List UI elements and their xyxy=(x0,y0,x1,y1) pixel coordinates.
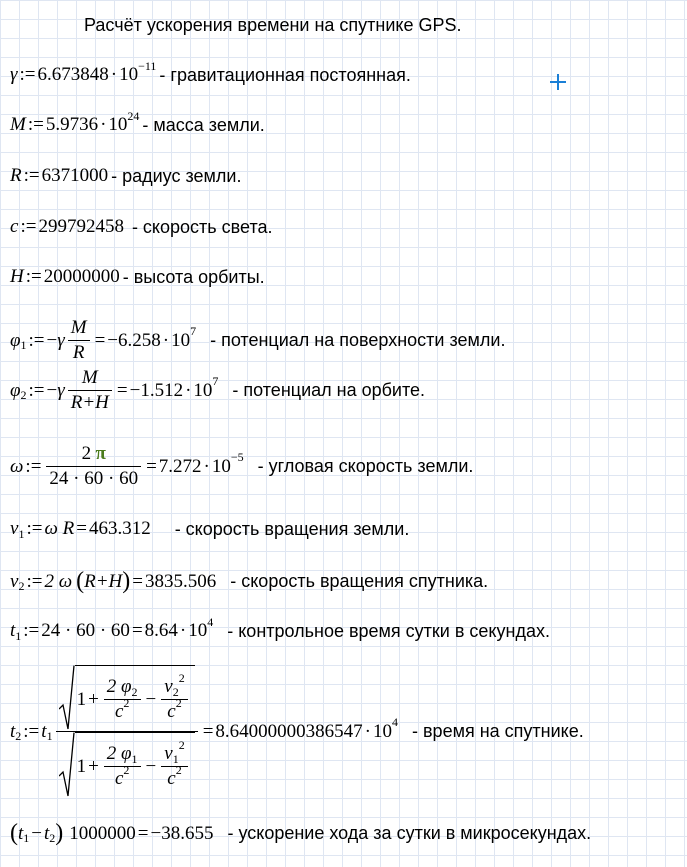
omega-fraction: 2 π 24 · 60 · 60 xyxy=(46,442,141,491)
height-comment: - высота орбиты. xyxy=(122,266,265,287)
light-speed-definition[interactable]: c := 299792458 - скорость света. xyxy=(10,216,273,237)
gamma-comment: - гравитационная постоянная. xyxy=(159,64,411,85)
final-comment: - ускорение хода за сутки в микросекундах. xyxy=(227,823,592,843)
crosshair-cursor-icon[interactable] xyxy=(550,74,566,90)
v1-definition[interactable]: v 1 := ω R = 463.312 - скорость вращения земли. xyxy=(10,518,410,541)
gamma-definition[interactable]: γ := 6.673848 · 10 −11 - гравитационная постоянная. xyxy=(10,58,411,85)
t2-big-fraction xyxy=(56,665,198,798)
light-speed-comment: - скорость света. xyxy=(131,216,273,237)
mass-comment: - масса земли. xyxy=(142,114,265,135)
radius-comment: - радиус земли. xyxy=(111,165,242,186)
phi1-comment: - потенциал на поверхности земли. xyxy=(210,330,506,351)
var-gamma: γ xyxy=(10,64,18,85)
v1-comment: - скорость вращения земли. xyxy=(174,518,410,539)
radius-definition[interactable]: R := 6371000 - радиус земли. xyxy=(10,165,242,186)
pi-constant: π xyxy=(95,443,106,464)
v2-definition[interactable]: v 2 := 2 ω ( R+H ) = 3835.506 - скорость вращения спутника. xyxy=(10,568,489,594)
t2-comment: - время на спутнике. xyxy=(412,721,584,742)
final-result[interactable]: ( t 1 − t 2 ) 1000000 = −38.655 - ускорение хода за сутки в микросекундах. xyxy=(10,820,592,846)
bottom-sqrt: 1 + 2 φ 1 c 2 − v 1 2 c 2 xyxy=(59,732,195,798)
phi2-fraction: $\frac{M}{R+H}$ xyxy=(68,366,112,415)
worksheet-title: Расчёт ускорения времени на спутнике GPS. xyxy=(84,15,462,35)
mass-definition[interactable]: M := 5.9736 · 10 24 - масса земли. xyxy=(10,108,265,135)
height-definition[interactable]: H := 20000000 - высота орбиты. xyxy=(10,266,265,287)
phi1-definition[interactable]: φ 1 := − γ $\frac{M}{R}$ = −6.258 · 10 7 - потенциал на поверхности земли. xyxy=(10,317,506,364)
t1-comment: - контрольное время сутки в секундах. xyxy=(227,620,550,641)
omega-definition[interactable]: ω := 2 π 24 · 60 · 60 = 7.272 · 10 −5 - угловая скорость земли. xyxy=(10,443,474,490)
omega-comment: - угловая скорость земли. xyxy=(257,456,474,477)
t1-definition[interactable]: t 1 := 24 · 60 · 60 = 8.64 · 10 4 - контрольное время сутки в секундах. xyxy=(10,614,550,643)
phi2-definition[interactable]: φ 2 := − γ $\frac{M}{R+H}$ = −1.512 · 10 7 - потенциал на орбите. xyxy=(10,367,426,414)
v2-comment: - скорость вращения спутника. xyxy=(230,571,489,591)
t2-definition[interactable]: t 2 := t 1 1 + 2 φ 2 c 2 − v 2 2 c 2 1 + 2 φ 1 c 2 − v 1 2 c 2 = 8.64000000386547 · 10 4 - время на спутнике. xyxy=(10,665,584,798)
top-sqrt: 1 + 2 φ 2 c 2 − v 2 2 c 2 xyxy=(59,665,195,731)
phi1-fraction: $\frac{M}{R}$ xyxy=(68,316,90,365)
phi2-comment: - потенциал на орбите. xyxy=(232,380,426,401)
